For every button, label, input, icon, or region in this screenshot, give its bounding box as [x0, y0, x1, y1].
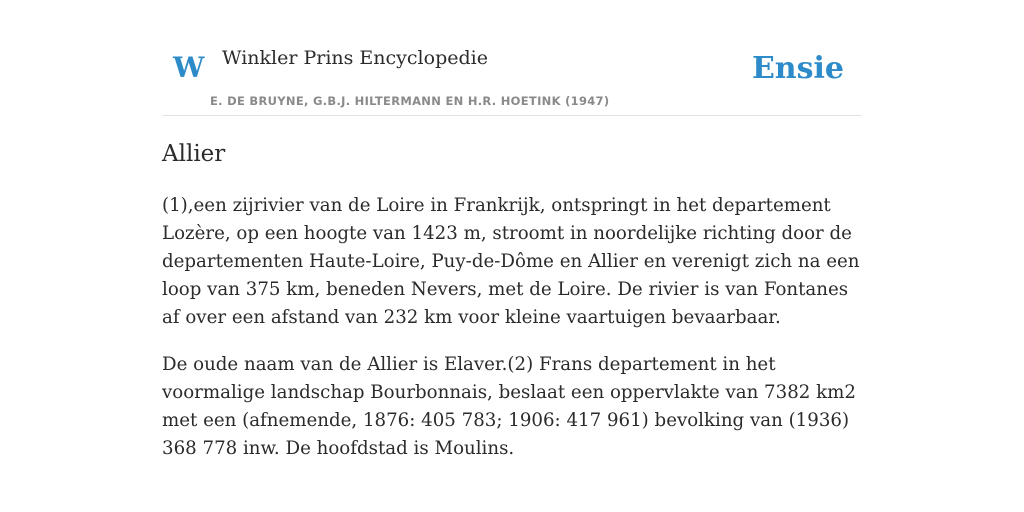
entry-paragraph: De oude naam van de Allier is Elaver.(2) Frans departement in het voormalige landschap Bourbonnais, beslaat een oppervlakte van 7382 km2 met een (afnemende, 1876: 405 783; 1906: 417 961) bevolking van (1936) 368 778 inw. De hoofdstad is Moulins. [162, 354, 856, 459]
winkler-prins-logo-icon: W [173, 51, 205, 84]
source-title: Winkler Prins Encyclopedie [222, 47, 488, 69]
ensie-logo-link[interactable]: Ensie [751, 51, 844, 86]
entry-title: Allier [162, 141, 226, 167]
source-authors: E. DE BRUYNE, G.B.J. HILTERMANN EN H.R. HOETINK (1947) [210, 94, 610, 108]
article-page [162, 0, 862, 512]
entry-paragraph: (1),een zijrivier van de Loire in Frankrijk, ontspringt in het departement Lozère, op een hoogte van 1423 m, stroomt in noordelijke richting door de departementen Haute-Loire, Puy-de-Dôme en Allier en verenigt zich na een loop van 375 km, beneden Nevers, met de Loire. De rivier is van Fontanes af over een afstand van 232 km voor kleine vaartuigen bevaarbaar. [162, 195, 860, 328]
source-header [162, 0, 862, 116]
